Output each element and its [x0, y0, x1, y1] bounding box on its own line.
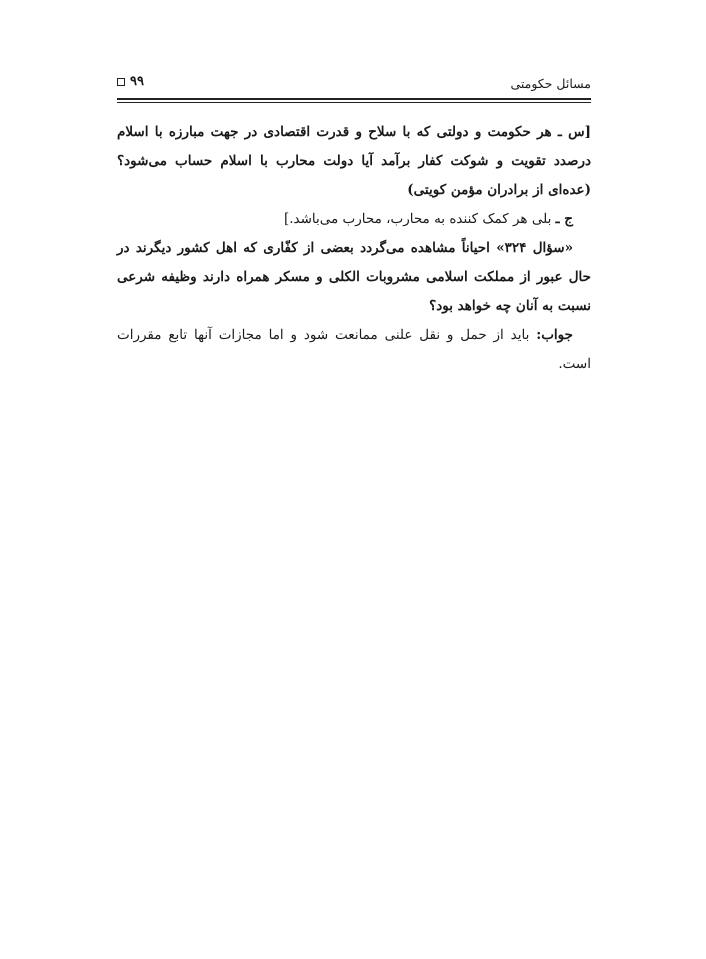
question-2-text: احیاناً مشاهده می‌گردد بعضی از کفّاری که اهل کشور دیگرند در حال عبور از مملکت اسلامی مشروبات الکلی و مسکر همراه دارند وظیفه شرعی نسبت به آنان چه خواهد بود؟ — [117, 240, 591, 314]
running-head-title: مسائل حکومتی — [510, 76, 591, 91]
header-rule-thick — [117, 98, 591, 100]
header-rule-thin — [117, 102, 591, 103]
page-number-group — [117, 74, 144, 89]
page-header — [117, 74, 591, 96]
answer-2-label: جواب: — [536, 327, 573, 343]
answer-1-text: بلی هر کمک کننده به محارب، محارب می‌باشد.] — [283, 211, 552, 227]
question-2 — [117, 234, 591, 321]
main-text — [117, 118, 591, 379]
answer-1 — [117, 205, 591, 234]
answer-2-text: باید از حمل و نقل علنی ممانعت شود و اما مجازات آنها تابع مقررات است. — [117, 327, 591, 372]
answer-1-label: ج ـ — [555, 211, 573, 227]
page-number: ۹۹ — [130, 74, 144, 89]
square-icon — [117, 78, 125, 86]
question-1: [س ـ هر حکومت و دولتی که با سلاح و قدرت اقتصادی در جهت مبارزه با اسلام درصدد تقویت و شوکت کفار برآمد آیا دولت محارب با اسلام حساب می‌شود؟ (عده‌ای از برادران مؤمن کویتی) — [117, 124, 591, 198]
answer-2 — [117, 321, 591, 379]
question-2-label: «سؤال ۳۲۴» — [496, 240, 574, 256]
